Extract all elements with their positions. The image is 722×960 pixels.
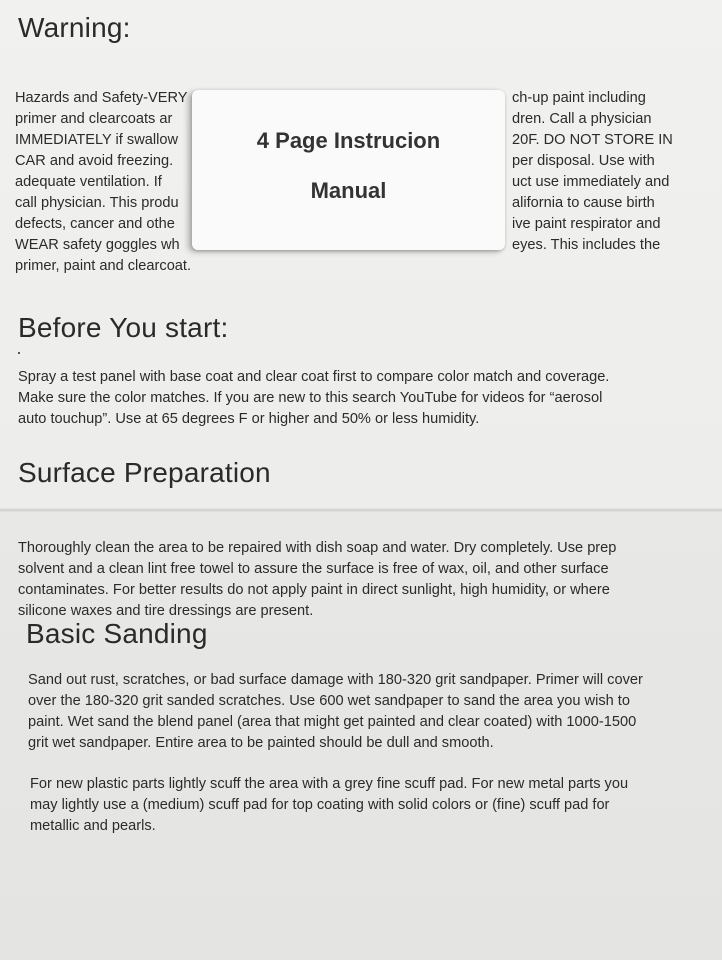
warning-line-fragment: ive paint respirator and	[512, 216, 661, 232]
text-line: solvent and a clean lint free towel to assure the surface is free of wax, oil, and other surface	[18, 561, 609, 577]
surface-text	[18, 538, 616, 622]
surface-heading: Surface Preparation	[18, 457, 271, 488]
page-fold	[0, 508, 722, 512]
sanding-text-1	[28, 670, 643, 754]
text-line: may lightly use a (medium) scuff pad for top coating with solid colors or (fine) scuff pad for	[30, 797, 610, 813]
sanding-heading: Basic Sanding	[26, 618, 208, 649]
instruction-label	[192, 90, 505, 250]
text-line: auto touchup”. Use at 65 degrees F or higher and 50% or less humidity.	[18, 411, 480, 427]
warning-line-fragment: call physician. This produ	[15, 195, 179, 211]
warning-line-fragment: WEAR safety goggles wh	[15, 237, 180, 253]
text-line: silicone waxes and tire dressings are present.	[18, 603, 314, 619]
warning-line-fragment: alifornia to cause birth	[512, 195, 655, 211]
warning-line-fragment: Hazards and Safety-VERY	[15, 90, 188, 106]
text-line: metallic and pearls.	[30, 818, 156, 834]
warning-line-fragment: ch-up paint including	[512, 90, 646, 106]
warning-line-fragment: per disposal. Use with	[512, 153, 655, 169]
warning-heading: Warning:	[18, 12, 131, 43]
sanding-text-2	[30, 774, 628, 837]
before-heading: Before You start:	[18, 312, 229, 343]
text-line: For new plastic parts lightly scuff the area with a grey fine scuff pad. For new metal parts you	[30, 776, 629, 792]
text-line: contaminates. For better results do not apply paint in direct sunlight, high humidity, or where	[18, 582, 610, 598]
warning-line-fragment: eyes. This includes the	[512, 237, 661, 253]
text-line: paint. Wet sand the blend panel (area that might get painted and clear coated) with 1000-1500	[28, 714, 637, 730]
text-line: over the 180-320 grit sanded scratches. Use 600 wet sandpaper to sand the area you wish to	[28, 693, 630, 709]
warning-line-fragment: adequate ventilation. If	[15, 174, 162, 190]
stray-dot	[18, 352, 20, 354]
warning-line-fragment: defects, cancer and othe	[15, 216, 175, 232]
label-line-2: Manual	[310, 178, 387, 203]
warning-line-fragment: CAR and avoid freezing.	[15, 153, 174, 169]
label-line-1: 4 Page Instrucion	[256, 128, 441, 153]
warning-line-fragment: dren. Call a physician	[512, 111, 652, 127]
text-line: Thoroughly clean the area to be repaired with dish soap and water. Dry completely. Use prep	[18, 540, 617, 556]
text-line: Spray a test panel with base coat and clear coat first to compare color match and coverage.	[18, 369, 610, 385]
warning-line-fragment: primer, paint and clearcoat.	[15, 258, 192, 274]
text-line: grit wet sandpaper. Entire area to be painted should be dull and smooth.	[28, 735, 494, 751]
warning-line-fragment: 20F. DO NOT STORE IN	[512, 132, 673, 148]
text-line: Sand out rust, scratches, or bad surface damage with 180-320 grit sandpaper. Primer will cover	[28, 672, 643, 688]
warning-line-fragment: IMMEDIATELY if swallow	[15, 132, 178, 148]
warning-line-fragment: uct use immediately and	[512, 174, 670, 190]
warning-line-fragment: primer and clearcoats ar	[15, 111, 173, 127]
text-line: Make sure the color matches. If you are new to this search YouTube for videos for “aerosol	[18, 390, 603, 406]
before-text	[18, 367, 609, 430]
